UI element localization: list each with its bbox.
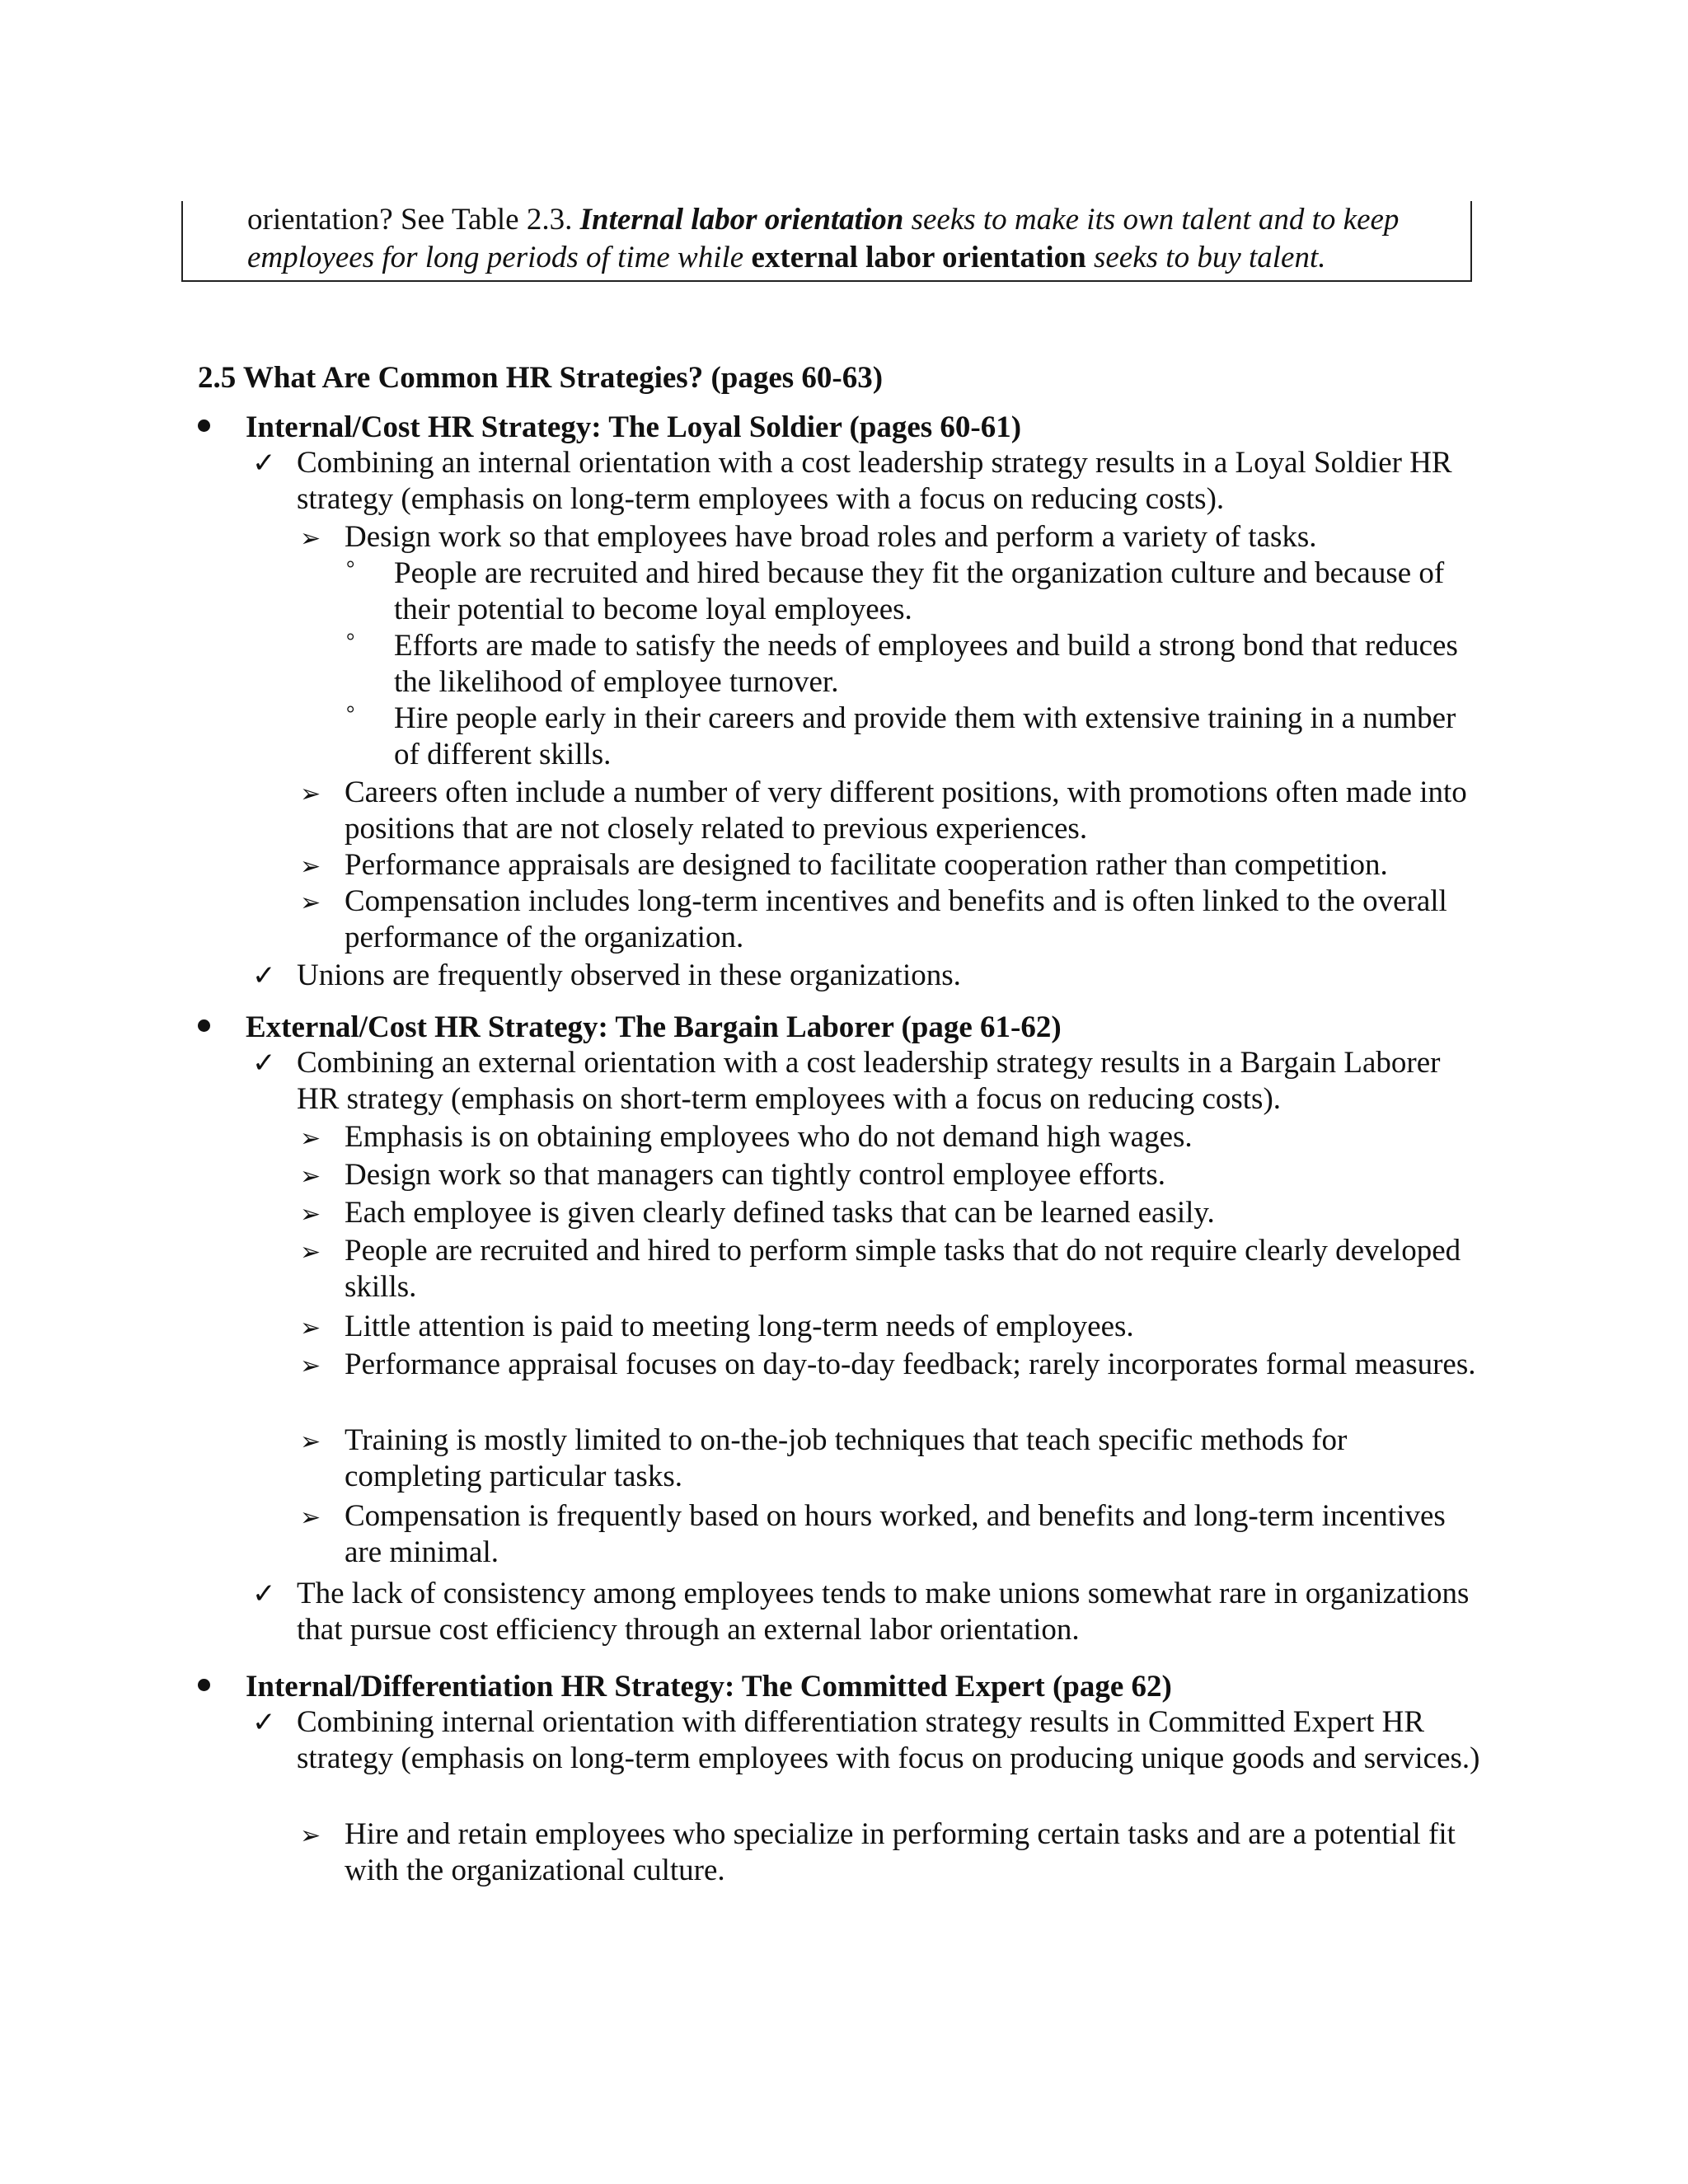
list-item-text: Training is mostly limited to on-the-job techniques that teach specific methods for completing particular tasks. [345, 1423, 1348, 1493]
arrow-bullet-icon: ➢ [300, 1238, 321, 1267]
arrow-bullet-icon: ➢ [300, 1314, 321, 1343]
list-item [300, 883, 1490, 956]
list-item [300, 519, 1490, 555]
check-icon: ✓ [252, 447, 276, 480]
degree-bullet-icon: ° [346, 629, 355, 653]
bullet-icon [198, 1679, 210, 1691]
check-icon: ✓ [252, 1706, 276, 1739]
list-item-text: Combining an internal orientation with a cost leadership strategy results in a Loyal Soldier HR strategy (emphasis on long-term employees with a focus on reducing costs). [297, 446, 1452, 516]
list-item-text: People are recruited and hired because they fit the organization culture and because of their potential to become loyal employees. [394, 556, 1445, 626]
arrow-bullet-icon: ➢ [300, 1821, 321, 1850]
section-heading: 2.5 What Are Common HR Strategies? (pages 60-63) [198, 361, 884, 395]
list-item-text: People are recruited and hired to perform simple tasks that do not require clearly developed skills. [345, 1234, 1461, 1304]
box-text-3: seeks to buy talent. [1085, 241, 1326, 274]
box-text-1: orientation? See Table 2.3. [247, 203, 580, 237]
list-item [300, 1119, 1490, 1155]
section-loyal-soldier [198, 409, 1021, 447]
list-item [300, 1816, 1490, 1889]
arrow-bullet-icon: ➢ [300, 1503, 321, 1532]
list-item [300, 775, 1490, 847]
list-item-text: Hire people early in their careers and provide them with extensive training in a number of different skills. [394, 701, 1456, 771]
bullet-icon [198, 419, 210, 432]
arrow-bullet-icon: ➢ [300, 852, 321, 881]
section-title-text: External/Cost HR Strategy: The Bargain Laborer (page 61-62) [246, 1010, 1062, 1044]
list-item-text: Efforts are made to satisfy the needs of employees and build a strong bond that reduces the likelihood of employee turnover. [394, 629, 1458, 699]
list-item [300, 847, 1490, 883]
arrow-bullet-icon: ➢ [300, 780, 321, 808]
list-item-text: Design work so that employees have broad roles and perform a variety of tasks. [345, 520, 1317, 554]
list-item-text: Performance appraisal focuses on day-to-day feedback; rarely incorporates formal measures. [345, 1347, 1476, 1381]
list-item-text: Unions are frequently observed in these organizations. [297, 958, 961, 992]
arrow-bullet-icon: ➢ [300, 1124, 321, 1153]
list-item-text: Combining an external orientation with a cost leadership strategy results in a Bargain Laborer HR strategy (emphasis on short-term employees with a focus on reducing costs). [297, 1046, 1441, 1116]
list-item [346, 628, 1482, 701]
list-item-text: Little attention is paid to meeting long-term needs of employees. [345, 1310, 1134, 1343]
list-item [252, 958, 1484, 994]
list-item-text: Emphasis is on obtaining employees who do not demand high wages. [345, 1120, 1193, 1154]
list-item [252, 1704, 1484, 1777]
list-item [252, 1576, 1484, 1648]
list-item [300, 1347, 1490, 1383]
bullet-icon [198, 1019, 210, 1032]
check-icon: ✓ [252, 959, 276, 992]
list-item [300, 1157, 1490, 1193]
degree-bullet-icon: ° [346, 556, 355, 580]
check-icon: ✓ [252, 1577, 276, 1610]
list-item-text: Each employee is given clearly defined tasks that can be learned easily. [345, 1196, 1215, 1230]
section-title [198, 1668, 1172, 1706]
check-icon: ✓ [252, 1047, 276, 1080]
list-item-text: Careers often include a number of very different positions, with promotions often made into positions that are not closely related to previous experiences. [345, 776, 1467, 846]
arrow-bullet-icon: ➢ [300, 1200, 321, 1229]
section-title [198, 1009, 1062, 1047]
section-committed-expert [198, 1668, 1172, 1706]
section-title [198, 409, 1021, 447]
degree-bullet-icon: ° [346, 701, 355, 725]
list-item-text: Performance appraisals are designed to facilitate cooperation rather than competition. [345, 848, 1388, 882]
boxed-paragraph [247, 201, 1454, 277]
arrow-bullet-icon: ➢ [300, 1352, 321, 1380]
list-item-text: Design work so that managers can tightly control employee efforts. [345, 1158, 1166, 1192]
arrow-bullet-icon: ➢ [300, 1427, 321, 1456]
arrow-bullet-icon: ➢ [300, 888, 321, 917]
list-item [300, 1309, 1490, 1345]
list-item [300, 1233, 1490, 1305]
term-external-labor-orientation: external labor orientation [751, 241, 1086, 274]
list-item [300, 1498, 1490, 1571]
arrow-bullet-icon: ➢ [300, 1162, 321, 1191]
list-item-text: Combining internal orientation with differentiation strategy results in Committed Expert HR strategy (emphasis on long-term employees with focus on producing unique goods and services.) [297, 1705, 1480, 1775]
list-item [346, 701, 1482, 773]
section-title-text: Internal/Cost HR Strategy: The Loyal Soldier (pages 60-61) [246, 410, 1022, 444]
list-item [300, 1422, 1490, 1495]
list-item-text: Hire and retain employees who specialize in performing certain tasks and are a potential fit with the organizational culture. [345, 1817, 1456, 1887]
list-item-text: Compensation includes long-term incentives and benefits and is often linked to the overall performance of the organization. [345, 884, 1447, 954]
box-text-2: seeks to make its own talent and to keep employees for long periods of time while [247, 203, 1400, 274]
boxed-excerpt [181, 201, 1472, 282]
term-internal-labor-orientation: Internal labor orientation [579, 203, 904, 237]
section-title-text: Internal/Differentiation HR Strategy: The Committed Expert (page 62) [246, 1670, 1172, 1704]
list-item [252, 445, 1484, 518]
list-item [300, 1195, 1490, 1231]
list-item-text: Compensation is frequently based on hours worked, and benefits and long-term incentives are minimal. [345, 1499, 1446, 1569]
list-item-text: The lack of consistency among employees tends to make unions somewhat rare in organizations that pursue cost efficiency through an external labor orientation. [297, 1577, 1470, 1647]
list-item [252, 1045, 1484, 1118]
list-item [346, 555, 1482, 628]
section-bargain-laborer [198, 1009, 1062, 1047]
arrow-bullet-icon: ➢ [300, 524, 321, 553]
